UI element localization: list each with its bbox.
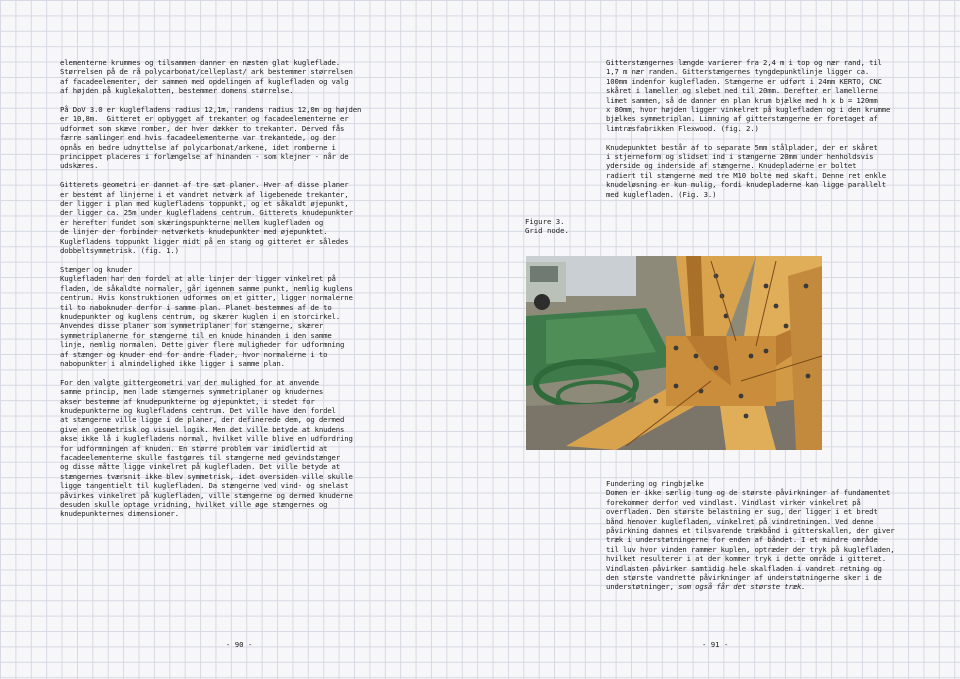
paragraph	[60, 265, 480, 368]
text-line: akser bestemme af knudepunkterne og øjepunktet, i stedet for	[60, 396, 315, 406]
paragraph	[606, 143, 906, 199]
text-line	[606, 554, 906, 563]
text-line: udskæres.	[60, 161, 99, 171]
text-line: yderside og inderside af stængerne. Knudepladerne er boltet	[606, 161, 857, 171]
text-line	[606, 517, 906, 526]
text-line: dobbeltsymmetrisk. (fig. 1.)	[60, 246, 179, 256]
paragraph	[606, 58, 906, 133]
text-line	[606, 535, 906, 544]
text-line-content: påvirkning dannes et tilsvarende trækbånd i gitterskallen, der giver	[606, 526, 895, 536]
text-line-content: til luv hvor vinden rammer kuplen, optræder der tryk på kuglefladen,	[606, 544, 895, 554]
text-line: med kuglefladen. (Fig. 3.)	[606, 189, 717, 199]
paragraph	[60, 105, 480, 171]
text-line: desuden skulle optage vridning, hvilket ville øge stængernes og	[60, 500, 328, 510]
text-line: er herefter fundet som skæringspunkterne mellem kuglefladen og	[60, 217, 324, 227]
caption-line: Figure 3.	[525, 217, 565, 226]
text-line: der ligger ca. 25m under kuglefladens centrum. Gitterets knudepunkter	[60, 208, 353, 218]
text-line: Størrelsen på de rå polycarbonat/celleplast/ ark bestemmer størrelsen	[60, 67, 353, 77]
paragraph	[606, 479, 906, 592]
text-line: udformet som skæve romber, der hver dækker to trekanter. Derved fås	[60, 123, 345, 133]
text-line: påvirkes vinkelret på kuglefladen, ville stængerne og dermed knuderne	[60, 490, 353, 500]
text-line: elementerne krummes og tilsammen danner en næsten glat kugleflade.	[60, 58, 341, 67]
text-line: er 10,8m. Gitteret er opbygget af trekanter og facadeelementerne er	[60, 114, 349, 124]
text-line: symmetriplanerne for stængerne til en knude hinanden i den samme	[60, 330, 332, 340]
text-line: Anvendes disse planer som symmetriplaner for stængerne, skærer	[60, 321, 324, 331]
timber-grid-node-photo-icon	[526, 256, 822, 450]
text-line-content: træk i understøtningerne for enden af båndet. I et mindre område	[606, 535, 878, 545]
text-line	[606, 479, 906, 488]
text-line: 1,7 m nær randen. Gitterstængernes tyngdepunktlinje ligger ca.	[606, 67, 870, 77]
text-line: af facadeelementer, der sammen med opdelingen af kuglefladen og valg	[60, 76, 349, 86]
emphasized-text: som også får det største træk.	[678, 582, 806, 592]
text-line: limtræsfabrikken Flexwood. (fig. 2.)	[606, 123, 759, 133]
text-line: give en geometrisk og visuel logik. Men det ville betyde at knudens	[60, 424, 345, 434]
text-line-content: understøtninger,	[606, 582, 679, 592]
text-line: nabopunkter i almindelighed ikke ligger i samme plan.	[60, 358, 285, 368]
text-line: ligge tangentielt til kuglefladen. Da stængerne ved vind- og snelast	[60, 481, 349, 491]
text-line: x 80mm, hvor højden ligger vinkelret på kuglefladen og i den krumme	[606, 105, 891, 115]
text-line: Kuglefladens toppunkt ligger midt på en stang og gitteret er således	[60, 236, 349, 246]
text-line	[606, 573, 906, 582]
text-line	[606, 507, 906, 516]
text-line-content: hvilket resulterer i at der kommer tryk i dette område i gitteret.	[606, 554, 887, 564]
text-line: Kuglefladen har den fordel at alle linjer der ligger vinkelret på	[60, 274, 336, 284]
text-line: princippet placeres i forlængelse af hinanden - som klejner - når de	[60, 152, 349, 162]
text-line: centrum. Hvis konstruktionen udformes om et gitter, ligger normalerne	[60, 293, 353, 303]
page-number-left: - 90 -	[226, 640, 253, 649]
text-line: af højden på kuglekalotten, bestemmer domens størrelse.	[60, 86, 294, 96]
right-page-text-bottom	[606, 479, 906, 601]
text-line	[606, 526, 906, 535]
text-line-content: den største vandrette påvirkninger af understøtningerne sker i de	[606, 573, 882, 583]
caption-line: Grid node.	[525, 226, 569, 236]
text-line-content: Fundering og ringbjælke	[606, 479, 704, 488]
text-line	[606, 582, 906, 591]
text-line: der ligger i plan med kuglefladens toppunkt, og et såkaldt øjepunkt,	[60, 199, 349, 209]
text-line-content: Vindlasten påvirker samtidig hele skalfladen i vandret retning og	[606, 563, 882, 573]
text-line: facadeelementerne skulle fastgøres til stængerne med gevindstænger	[60, 453, 341, 462]
text-line: af stænger og knuder end for andre flader, hvor normalerne i to	[60, 349, 328, 359]
text-line: fladen, de såkaldte normaler, går igennem samme punkt, nemlig kuglens	[60, 283, 353, 293]
figure-3-photo	[526, 256, 822, 450]
text-line	[606, 488, 906, 497]
paragraph	[60, 58, 480, 96]
text-line: for udformningen af knuden. En større problem var imidlertid at	[60, 443, 328, 453]
text-line: knudepunkternes dimensioner.	[60, 509, 179, 519]
left-page-text	[60, 58, 480, 528]
text-line: For den valgte gittergeometri var der mulighed for at anvende	[60, 377, 319, 387]
text-line	[606, 564, 906, 573]
text-line: Knudepunktet består af to separate 5mm stålplader, der er skåret	[606, 142, 878, 152]
text-line: de linjer der forbinder netværkets knudepunkter med øjepunktet.	[60, 227, 328, 237]
text-line: stængernes tværsnit ikke blev symmetrisk, idet oversiden ville skulle	[60, 471, 353, 481]
text-line: samme princip, men lade stængernes symmetriplaner og knudernes	[60, 387, 324, 397]
text-line: Gitterets geometri er dannet af tre sæt planer. Hver af disse planer	[60, 180, 349, 190]
text-line: 100mm indenfor kuglefladen. Stængerne er udført i 24mm KERTO, CNC	[606, 76, 882, 86]
paragraph	[60, 378, 480, 519]
text-line: til to naboknuder derfor i samme plan. Planet bestemmes af de to	[60, 302, 332, 312]
paragraph	[60, 180, 480, 255]
text-line-content: bånd henover kuglefladen, vinkelret på vindretningen. Ved denne	[606, 516, 874, 526]
page-number-right: - 91 -	[702, 640, 729, 649]
text-line: bjælkes symmetriplan. Limning af gitterstængerne er foretaget af	[606, 114, 878, 124]
text-line-content: Domen er ikke særlig tung og de største påvirkninger af fundamentet	[606, 488, 891, 498]
text-line: Stænger og knuder	[60, 264, 133, 274]
right-page-text-top	[606, 58, 906, 208]
text-line: radiert til stængerne med tre M10 bolte med skaft. Denne ret enkle	[606, 170, 887, 180]
text-line	[606, 545, 906, 554]
text-line	[606, 498, 906, 507]
text-line: i stjerneform og slidset ind i stængerne 20mm under henholdsvis	[606, 152, 874, 162]
text-line: På DoV 3.0 er kuglefladens radius 12,1m, randens radius 12,0m og højden	[60, 105, 362, 115]
text-line: og disse måtte ligge vinkelret på kuglefladen. Det ville betyde at	[60, 462, 341, 472]
text-line: akse ikke lå i kuglefladens normal, hvilket ville blive en udfordring	[60, 434, 353, 444]
text-line: knudepunkter og kuglens centrum, og skærer kuglen i en storcirkel.	[60, 311, 341, 321]
text-line-content: forekommer derfor ved vindlast. Vindlast virker vinkelret på	[606, 497, 861, 507]
text-line: knudepunkterne og kuglefladens centrum. Det ville have den fordel	[60, 405, 336, 415]
figure-caption	[525, 217, 569, 236]
text-line: knudeløsning er kun mulig, fordi knudepladerne kan ligge parallelt	[606, 180, 887, 190]
text-line: limet sammen, så de danner en plan krum bjælke med h x b = 120mm	[606, 95, 878, 105]
text-line: linje, nemlig normalen. Dette giver flere muligheder for udformning	[60, 340, 345, 350]
text-line: skåret i lameller og slebet ned til 20mm. Derefter er lamellerne	[606, 86, 878, 96]
text-line: færre samlinger end hvis facadeelementerne var trekantede, og der	[60, 133, 336, 143]
text-line: at stængerne ville ligge i de planer, der definerede dem, og dermed	[60, 415, 345, 425]
text-line-content: overfladen. Den største belastning er sug, der ligger i et bredt	[606, 507, 878, 517]
text-line: er bestemt af linjerne i et vandret netværk af ligebenede trekanter,	[60, 189, 349, 199]
text-line: opnås en bedre udnyttelse af polycarbonat/arkene, idet romberne i	[60, 142, 336, 152]
text-line: Gitterstængernes længde varierer fra 2,4 m i top og nær rand, til	[606, 58, 882, 67]
